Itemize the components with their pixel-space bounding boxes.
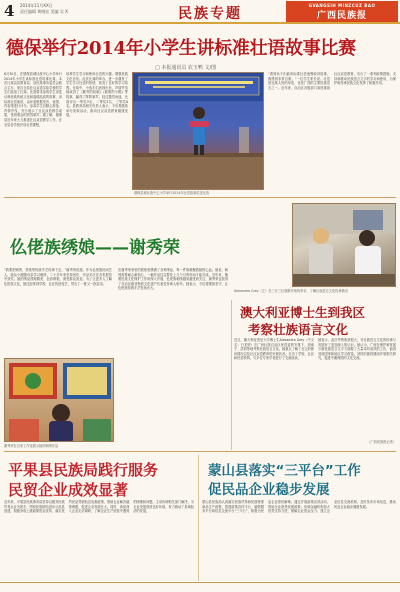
article3-column-1: 近日，澳大利亚悉尼大学博士生Alexandra Grey（中文名：白龙婷）在广西壮族自治区民语委的安排下，到南宁、武鸣等地考察壮族语言文化。她重点了解了壮文的使用情况以及壮汉双语教育的开展状况，走访了学校、社区和民语机构，与多位专家学者进行了交流座谈。 [234, 338, 314, 361]
masthead-pinyin: GVANGSIH MINZCUZ BAO [308, 3, 376, 8]
article2-photo [4, 358, 114, 442]
header-meta [20, 3, 68, 15]
masthead [286, 1, 398, 22]
article1-photo [132, 72, 264, 190]
article5-headline-line1: 蒙山县落实“三平台”工作 [208, 463, 361, 479]
article4-headline-line2: 民贸企业成效显著 [8, 481, 129, 499]
article2-column-2: 在谢秀荣家里的展柜里摆满了各种绣品，每一件都凝聚着她的心血。她说，刺绣需要耐心和细心，一幅作品往往要花上几个月的时间才能完成。近年来，随着民族文化保护工作的深入开展，仫佬族刺绣越来越受到关注，谢秀荣也获得了自治区级非物质文化遗产代表性传承人称号。她表示，今后将继续坚守，让仫佬族传统手艺发扬光大。 [118, 268, 228, 291]
article3-column-2: 她表示，此次考察收获很大，对壮族语言文化的传承与发展有了更加深入的认识。她认为，广西在保护和发展少数民族语言文字方面做了大量卓有成效的工作，值得其他国家和地区学习借鉴。回国后她将继续开展相关研究，促进中澳两国的文化交流。 [318, 338, 396, 361]
article3-photo [292, 203, 396, 287]
article1-column-3: “看到孩子们能用标准壮语流利地讲故事，我感到非常自豪。”一位学生家长说。壮语是壮族人民的母语，也是广西的主要民族语言之一。近年来，自治区各级部门高度重视壮汉双语教育，出台了一系列政策措施，支持和推动民族语言文字的学习和使用，为保护和传承民族文化发挥了积极作用。 [268, 72, 396, 90]
divider [4, 197, 396, 198]
article3-photo-caption: Alexandra Grey（左）在三月三壮族歌圩现场采访，了解壮族语言文化传承情况 [234, 289, 348, 293]
article1-photo-caption: 德保县城壮族中心小学举行2014年壮语故事讲述比赛 [134, 191, 210, 195]
section-title: 民族专题 [178, 6, 242, 22]
article5-headline-line2: 促民品企业稳步发展 [208, 482, 330, 498]
stage-photo-illustration [133, 73, 264, 190]
article4-headline-line1: 平果县民族局践行服务 [8, 461, 159, 479]
article1-column-2: 培养学生学习和使用壮语的兴趣，增强民族文化自信。此次比赛的举办，进一步激发了学生学习壮语的热情，营造了良好的学习氛围。比赛中，小选手们表现出色，声情并茂地演讲了《勤劳的姑娘》《聪明的小猴》等故事，赢得了阵阵掌声。经过激烈角逐，比赛评出一等奖3名、二等奖5名、三等奖8名。县教育局相关负责人表示，今后将继续举办类似活动，推动壮汉双语教育健康发展。 [66, 72, 128, 118]
page-number: 4 [4, 2, 15, 20]
article3-headline-line2: 考察壮族语言文化 [248, 322, 349, 337]
page-footer [0, 582, 400, 592]
article2-headline: 仫佬族绣娘——谢秀荣 [10, 238, 180, 258]
column-divider [198, 455, 199, 581]
embroidery-photo-illustration [5, 359, 114, 442]
header-date: 2014年11月XX日 [20, 3, 53, 8]
header-editors: 责任编辑 黄晓宏 美编 吴 X [20, 9, 68, 14]
masthead-title: 广西民族报 [316, 11, 367, 21]
article1-headline: 德保举行2014年小学生讲标准壮语故事比赛 [6, 38, 356, 59]
article3-note: （广西民族报记者） [367, 440, 396, 444]
article1-column-1: 6月30日，在德保县城壮族中心小学举行2014年小学生讲标准壮语故事比赛。本次比赛由县教育局、县民族事务委员会联合主办，来自全县壮汉双语实验学校的学生们参加了比赛。比赛要求参赛学生讲述反映民族传统文化和道德品质的故事，用标准壮语演讲，由评委根据发音、表情、内容等进行评分。参赛学生们精心准备，声情并茂，充分展示了壮汉双语教学成果，受到观众的热烈掌声。据了解，德保县近年来大力推进壮汉双语教学工作，在全县各学校开设壮语课程， [4, 72, 62, 127]
article5-body: 蒙山县民族局认真落实民族贸易和民族特需商品生产政策，搭建政策宣传平台、融资服务平台和信息交流平台“三平台”，积极为民品企业排忧解难。通过开展政策宣讲活动，帮助企业熟悉优惠政策；协调金融机构加大信贷支持力度，缓解企业资金压力；建立企业信息交流机制，及时发布市场信息，推动民品企业稳步健康发展。 [202, 500, 396, 514]
divider [4, 451, 396, 452]
article2-column-1: “我要把刺绣、剪纸等传统手艺传承下去。”谢秀荣说道。作为仫佬族民间艺人，她从小跟随母亲学习刺绣，二十多年来坚持创作，作品多次在各类展览中获奖。她的绣品图案精美、色彩鲜艳，深受群众喜爱。为了让更多人了解仫佬族文化，她还经常到学校、社区传授技艺，带出了一批又一批徒弟。 [4, 268, 112, 286]
article2-photo-caption: 谢秀荣在自家工作室展示她的刺绣作品 [4, 444, 59, 448]
article3-headline-line1: 澳大利亚博士生到我区 [240, 305, 366, 320]
interview-photo-illustration [293, 204, 396, 287]
article1-byline: □ 本报通讯员 农玉鸭 文/图 [155, 65, 217, 71]
article4-body: 近年来，平果县民族事务局坚持以服务民族贸易企业为抓手，围绕民族团结进步示范县创建，积极争取上级政策资金扶持，落实民贸民品贷款贴息优惠政策，帮助企业解决融资难题，促进企业发展壮大。同时，该局深入企业走访调研，了解企业生产经营中遇到的困难和问题，主动协调相关部门解决，为企业发展营造良好环境，有力推动了县域经济的发展。 [4, 500, 194, 514]
column-divider [231, 300, 232, 450]
